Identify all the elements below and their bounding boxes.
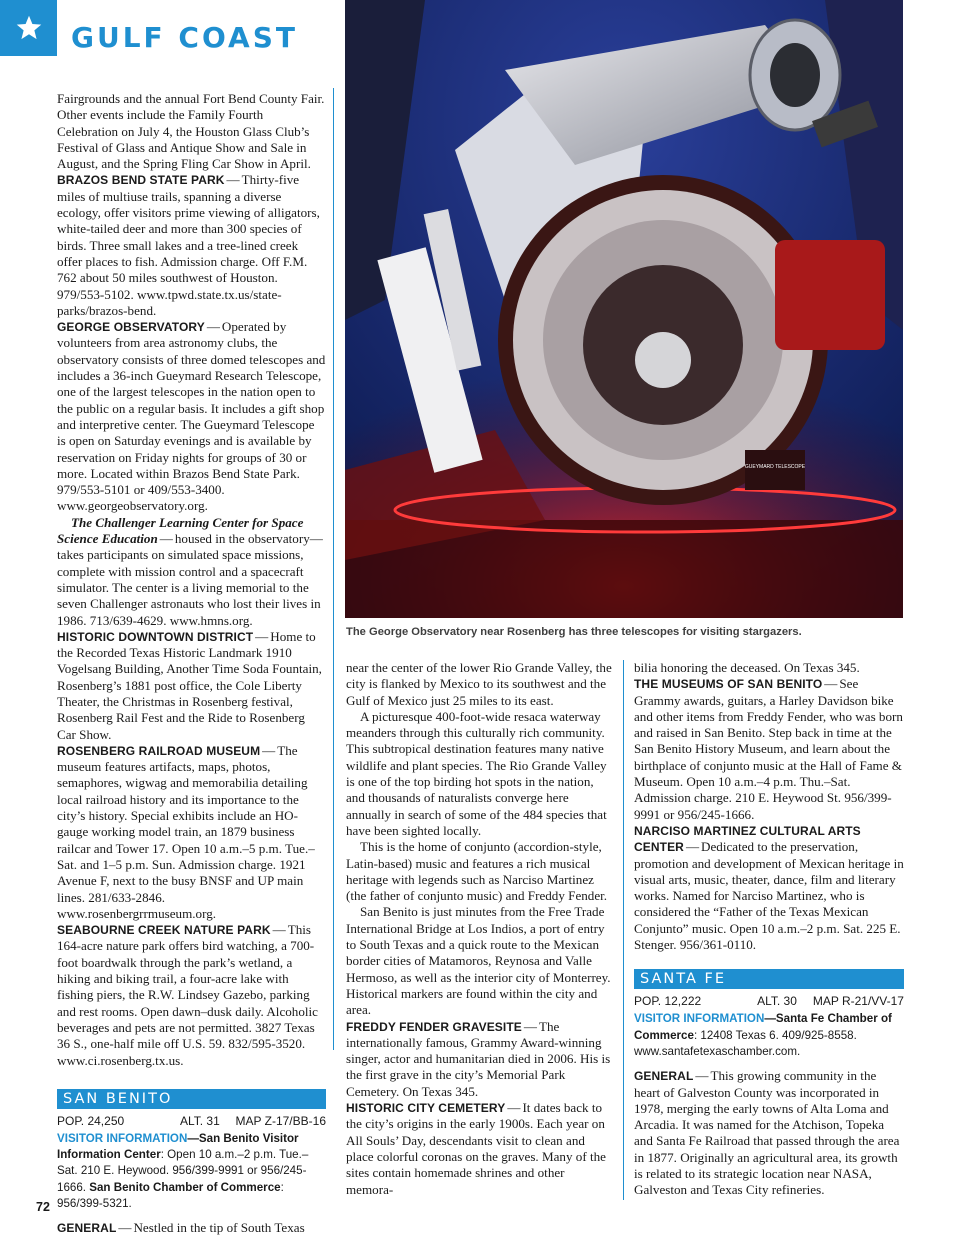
altitude: ALT. 31 — [179, 1113, 220, 1128]
listing-heading: HISTORIC DOWNTOWN DISTRICT — [57, 629, 254, 644]
population: POP. 24,250 — [57, 1113, 125, 1128]
listing-text: Operated by volunteers from area astronomy clubs, the observatory consists of three domed telescopes and includes a 36-inch Gueymard Research Telescope, one of the largest telescopes in the nation open to the public on a regular basis. It includes a gift shop and interpretive center. The Gueymard Telescope is open on Saturday evenings and is available by reservation on Friday nights for groups of 30 or more. Located within Brazos Bend State Park. 979/553-5101 or 409/553-3400. www.georgeobservatory.org. — [57, 319, 326, 514]
listing-text: The museum features artifacts, maps, photos, semaphores, wigwag and memorabilia detailing local railroad history and its importance to the city’s history. Special exhibits include an HO-gauge working model train, an 1879 business railcar and Tower 17. Open 10 a.m.–5 p.m. Tue.–Sat. and 1–5 p.m. Sun. Admission charge. 1921 Avenue F, next to the busy BNSF and UP main lines. 281/633-2846. www.rosenbergrrmuseum.org. — [57, 742, 315, 921]
observatory-photo — [345, 0, 903, 618]
visitor-info-text: : 12408 Texas 6. 409/925-8558. www.santafetexaschamber.com. — [634, 1028, 857, 1058]
section-marker — [0, 0, 57, 56]
visitor-info-label: VISITOR INFORMATION — [57, 1131, 188, 1145]
listing-entry: BRAZOS BEND STATE PARK — Thirty-five miles of multiuse trails, spanning a diverse ecology, offer visitors prime viewing of alligators, white-tailed deer and more than 300 species of birds. Three small lakes and a tree-lined creek offer places to fish. Admission charge. Off F.M. 762 about 50 miles southwest of Houston. 979/553-5102. www.tpwd.state.tx.us/state-parks/brazos-bend. — [57, 172, 320, 318]
listing-entry: SEABOURNE CREEK NATURE PARK — This 164-acre nature park offers bird watching, a 700-foot boardwalk through the park’s wetland, a hiking and biking trail, a four-acre lake with fishing piers, the R.W. Lindsey Gazebo, parking and rest rooms. Open dawn–dusk daily. Alcoholic beverages and pets are not permitted. 3827 Texas 36 S., one-half mile off U.S. 59. 832/595-3520. www.ci.rosenberg.tx.us. — [57, 922, 318, 1068]
listing-heading: NARCISO MARTINEZ CULTURAL ARTS CENTER — [634, 823, 861, 855]
altitude: ALT. 30 — [757, 994, 797, 1009]
population: POP. 12,222 — [634, 994, 702, 1009]
listing-heading: FREDDY FENDER GRAVESITE — [346, 1019, 522, 1034]
column-2 — [346, 660, 614, 1198]
listing-heading: HISTORIC CITY CEMETERY — [346, 1101, 506, 1116]
listing-text: housed in the observatory—takes participants on simulated space missions, complete with mission control and a spacecraft simulator. The center is a living memorial to the seven Challenger astronauts who lost their lives in 1986. 713/639-4629. www.hmns.org. — [57, 531, 323, 628]
listing-entry: HISTORIC DOWNTOWN DISTRICT — Home to the Recorded Texas Historic Landmark 1910 Vogelsang Building, Another Time Soda Fountain, Rosenberg’s 1881 post office, the Cole Liberty Theater, the Christmas in Rosenberg festival, Rosenberg Rail Fest and the Ride to Rosenberg Car Show. — [57, 628, 322, 742]
map-reference: MAP Z-17/BB-16 — [235, 1113, 326, 1128]
listing-heading: BRAZOS BEND STATE PARK — [57, 173, 225, 188]
city-stats — [634, 993, 904, 1009]
listing-heading: THE MUSEUMS OF SAN BENITO — [634, 677, 823, 692]
paragraph: This is the home of conjunto (accordion-style, Latin-based) music and features a rich musical heritage with legends such as Narciso Martinez (the father of conjunto music) and Freddy Fender. — [346, 839, 608, 904]
visitor-info-text: : Open 10 a.m.–2 p.m. Tue.–Sat. 210 E. Heywood. 956/399-9991 or 956/245-1666. — [57, 1148, 309, 1194]
listing-text: Nestled in the tip of South Texas — [133, 1220, 305, 1236]
city-stats — [57, 1113, 326, 1129]
listing-entry: THE MUSEUMS OF SAN BENITO — See Grammy awards, guitars, a Harley Davidson bike and other items from Freddy Fender, who was born and raised in San Benito. Step back in time at the San Benito History Museum, and learn about the birthplace of conjunto music at the Hall of Fame & Museum. Open 10 a.m.–4 p.m. Thu.–Sat. Admission charge. 210 E. Heywood St. 956/399-9991 or 956/245-1666. — [634, 676, 903, 822]
chamber-name: San Benito Chamber of Commerce — [89, 1180, 281, 1194]
telescope-sign: GUEYMARD TELESCOPE — [744, 464, 806, 470]
listing-entry: HISTORIC CITY CEMETERY — It dates back to the city’s origins in the early 1900s. Each year on All Souls’ Day, descendants visit to clean and place colorful coronas on the graves. Many of the sites contain homemade shrines and other memora- — [346, 1100, 606, 1197]
visitor-info: VISITOR INFORMATION—Santa Fe Chamber of Commerce: 12408 Texas 6. 409/925-8558. www.santafetexaschamber.com. — [634, 1012, 892, 1058]
listing-text: Thirty-five miles of multiuse trails, spanning a diverse ecology, offer visitors prime viewing of alligators, white-tailed deer and more than 300 species of birds. Three small lakes and a tree-lined creek offer places to fish. Admission charge. Off F.M. 762 about 50 miles southwest of Houston. 979/553-5102. www.tpwd.state.tx.us/state-parks/brazos-bend. — [57, 172, 320, 318]
listing-heading: SEABOURNE CREEK NATURE PARK — [57, 923, 271, 938]
listing-heading: The Challenger Learning Center for Space Science Education — [57, 514, 304, 547]
listing-text: See Grammy awards, guitars, a Harley Davidson bike and other items from Freddy Fender, who was born and raised in San Benito. Step back in time at the San Benito History Museum, and learn about the birthplace of conjunto music at the Hall of Fame & Museum. Open 10 a.m.–4 p.m. Thu.–Sat. Admission charge. 210 E. Heywood St. 956/399-9991 or 956/245-1666. — [634, 676, 903, 822]
city-banner: SANTA FE — [634, 969, 904, 989]
listing-heading: GEORGE OBSERVATORY — [57, 320, 205, 335]
city-banner: SAN BENITO — [57, 1089, 326, 1109]
listing-heading: GENERAL — [57, 1221, 117, 1236]
visitor-center-name: Santa Fe Chamber of Commerce — [634, 1012, 892, 1042]
listing-text: This 164-acre nature park offers bird watching, a 700-foot boardwalk through the park’s wetland, a hiking and biking trail, a four-acre lake with fishing piers, the R.W. Lindsey Gazebo, parking and rest rooms. Open dawn–dusk daily. Alcoholic beverages and pets are not permitted. 3827 Texas 36 S., one-half mile off U.S. 59. 832/595-3520. www.ci.rosenberg.tx.us. — [57, 922, 318, 1068]
star-icon — [15, 14, 43, 42]
paragraph: bilia honoring the deceased. On Texas 345. — [634, 660, 860, 675]
photo-caption: The George Observatory near Rosenberg has three telescopes for visiting stargazers. — [346, 626, 802, 638]
column-divider — [623, 660, 624, 1200]
listing-entry: GENERAL — Nestled in the tip of South Texas — [57, 1220, 305, 1236]
listing-text: Home to the Recorded Texas Historic Landmark 1910 Vogelsang Building, Another Time Soda Fountain, Rosenberg’s 1881 post office, the Cole Liberty Theater, the Christmas in Rosenberg festival, Rosenberg Rail Fest and the Ride to Rosenberg Car Show. — [57, 628, 322, 742]
visitor-info-label: VISITOR INFORMATION — [634, 1012, 765, 1026]
column-1 — [57, 91, 326, 1237]
listing-entry: NARCISO MARTINEZ CULTURAL ARTS CENTER — Dedicated to the preservation, promotion and development of Mexican heritage in visual arts, music, theater, dance, film and literary works. Named for Narciso Martinez, who is considered the “Father of the Texas Mexican Conjunto” music. Open 10 a.m.–2 p.m. Sat. 225 E. Stenger. 956/361-0110. — [634, 823, 904, 953]
listing-text: It dates back to the city’s origins in the early 1900s. Each year on All Souls’ Day, descendants visit to clean and place colorful coronas on the graves. Many of the sites contain homemade shrines and other memora- — [346, 1100, 606, 1197]
listing-text: This growing community in the heart of Galveston County was incorporated in 1978, merging the early towns of Alta Loma and Arcadia. It was named for the Atchison, Topeka and Santa Fe Railroad that passed through the area in 1877. Originally an agricultural area, its growth is related to its strategic location near NASA, Galveston and Texas City refineries. — [634, 1068, 900, 1198]
paragraph: near the center of the lower Rio Grande Valley, the city is flanked by Mexico to its southwest and the Gulf of Mexico just 25 miles to its east. — [346, 660, 612, 708]
page-number: 72 — [36, 1200, 50, 1214]
section-title: GULF COAST — [71, 21, 298, 54]
map-reference: MAP R-21/VV-17 — [812, 994, 904, 1009]
listing-entry: The Challenger Learning Center for Space Science Education — housed in the observatory—takes participants on simulated space missions, complete with mission control and a spacecraft simulator. The center is a living memorial to the seven Challenger astronauts who lost their lives in 1986. 713/639-4629. www.hmns.org. — [57, 514, 323, 628]
listing-entry: GENERAL — This growing community in the heart of Galveston County was incorporated in 1978, merging the early towns of Alta Loma and Arcadia. It was named for the Atchison, Topeka and Santa Fe Railroad that passed through the area in 1877. Originally an agricultural area, its growth is related to its strategic location near NASA, Galveston and Texas City refineries. — [634, 1068, 900, 1198]
paragraph: San Benito is just minutes from the Free Trade International Bridge at Los Indios, a port of entry to South Texas and a quick route to the Mexican border cities of Matamoros, Reynosa and Valle Hermoso, as well as the interior city of Monterrey. Historical markers are found within the city and area. — [346, 904, 611, 1018]
paragraph: A picturesque 400-foot-wide resaca waterway meanders through this culturally rich community. This subtropical destination features many native wildlife and plant species. The Rio Grande Valley is one of the top birding hot spots in the nation, and thousands of naturalists converge here annually in search of some of the 484 species that have been sighted locally. — [346, 708, 607, 838]
telescope-illustration — [345, 0, 903, 618]
column-divider — [333, 88, 334, 1050]
paragraph: Fairgrounds and the annual Fort Bend County Fair. Other events include the Family Fourth Celebration on July 4, the Houston Glass Club’s Festival of Glass and Antique Show and Sale in August, and the Spring Fling Car Show in April. — [57, 91, 325, 172]
chamber-text: : 956/399-5321. — [57, 1180, 284, 1210]
column-3 — [634, 660, 904, 1199]
listing-text: The internationally famous, Grammy Award-winning singer, actor and humanitarian died in 2006. His is the first grave in the city’s Memorial Park Cemetery. On Texas 345. — [346, 1018, 611, 1099]
listing-entry: GEORGE OBSERVATORY — Operated by volunteers from area astronomy clubs, the observatory consists of three domed telescopes and includes a 36-inch Gueymard Research Telescope, one of the largest telescopes in the nation open to the public on a regular basis. It includes a gift shop and interpretive center. The Gueymard Telescope is open on Saturday evenings and is available by reservation on Friday nights for groups of 30 or more. Located within Brazos Bend State Park. 979/553-5101 or 409/553-3400. www.georgeobservatory.org. — [57, 319, 326, 514]
listing-heading: ROSENBERG RAILROAD MUSEUM — [57, 743, 261, 758]
listing-heading: GENERAL — [634, 1069, 694, 1084]
listing-entry: ROSENBERG RAILROAD MUSEUM — The museum features artifacts, maps, photos, semaphores, wigwag and memorabilia detailing local railroad history and its importance to the city’s history. Special exhibits include an HO-gauge working model train, an 1879 business railcar and Tower 17. Open 10 a.m.–5 p.m. Tue.–Sat. and 1–5 p.m. Sun. Admission charge. 1921 Avenue F, next to the busy BNSF and UP main lines. 281/633-2846. www.rosenbergrrmuseum.org. — [57, 742, 315, 921]
visitor-info: VISITOR INFORMATION—San Benito Visitor Information Center: Open 10 a.m.–2 p.m. Tue.–Sat. 210 E. Heywood. 956/399-9991 or 956/245-1666. San Benito Chamber of Commerce: 956/399-5321. — [57, 1131, 309, 1210]
listing-entry: FREDDY FENDER GRAVESITE — The internationally famous, Grammy Award-winning singer, actor and humanitarian died in 2006. His is the first grave in the city’s Memorial Park Cemetery. On Texas 345. — [346, 1018, 611, 1099]
visitor-center-name: San Benito Visitor Information Center — [57, 1131, 299, 1162]
listing-text: Dedicated to the preservation, promotion and development of Mexican heritage in visual arts, music, theater, dance, film and literary works. Named for Narciso Martinez, who is considered the “Father of the Texas Mexican Conjunto” music. Open 10 a.m.–2 p.m. Sat. 225 E. Stenger. 956/361-0110. — [634, 839, 904, 953]
